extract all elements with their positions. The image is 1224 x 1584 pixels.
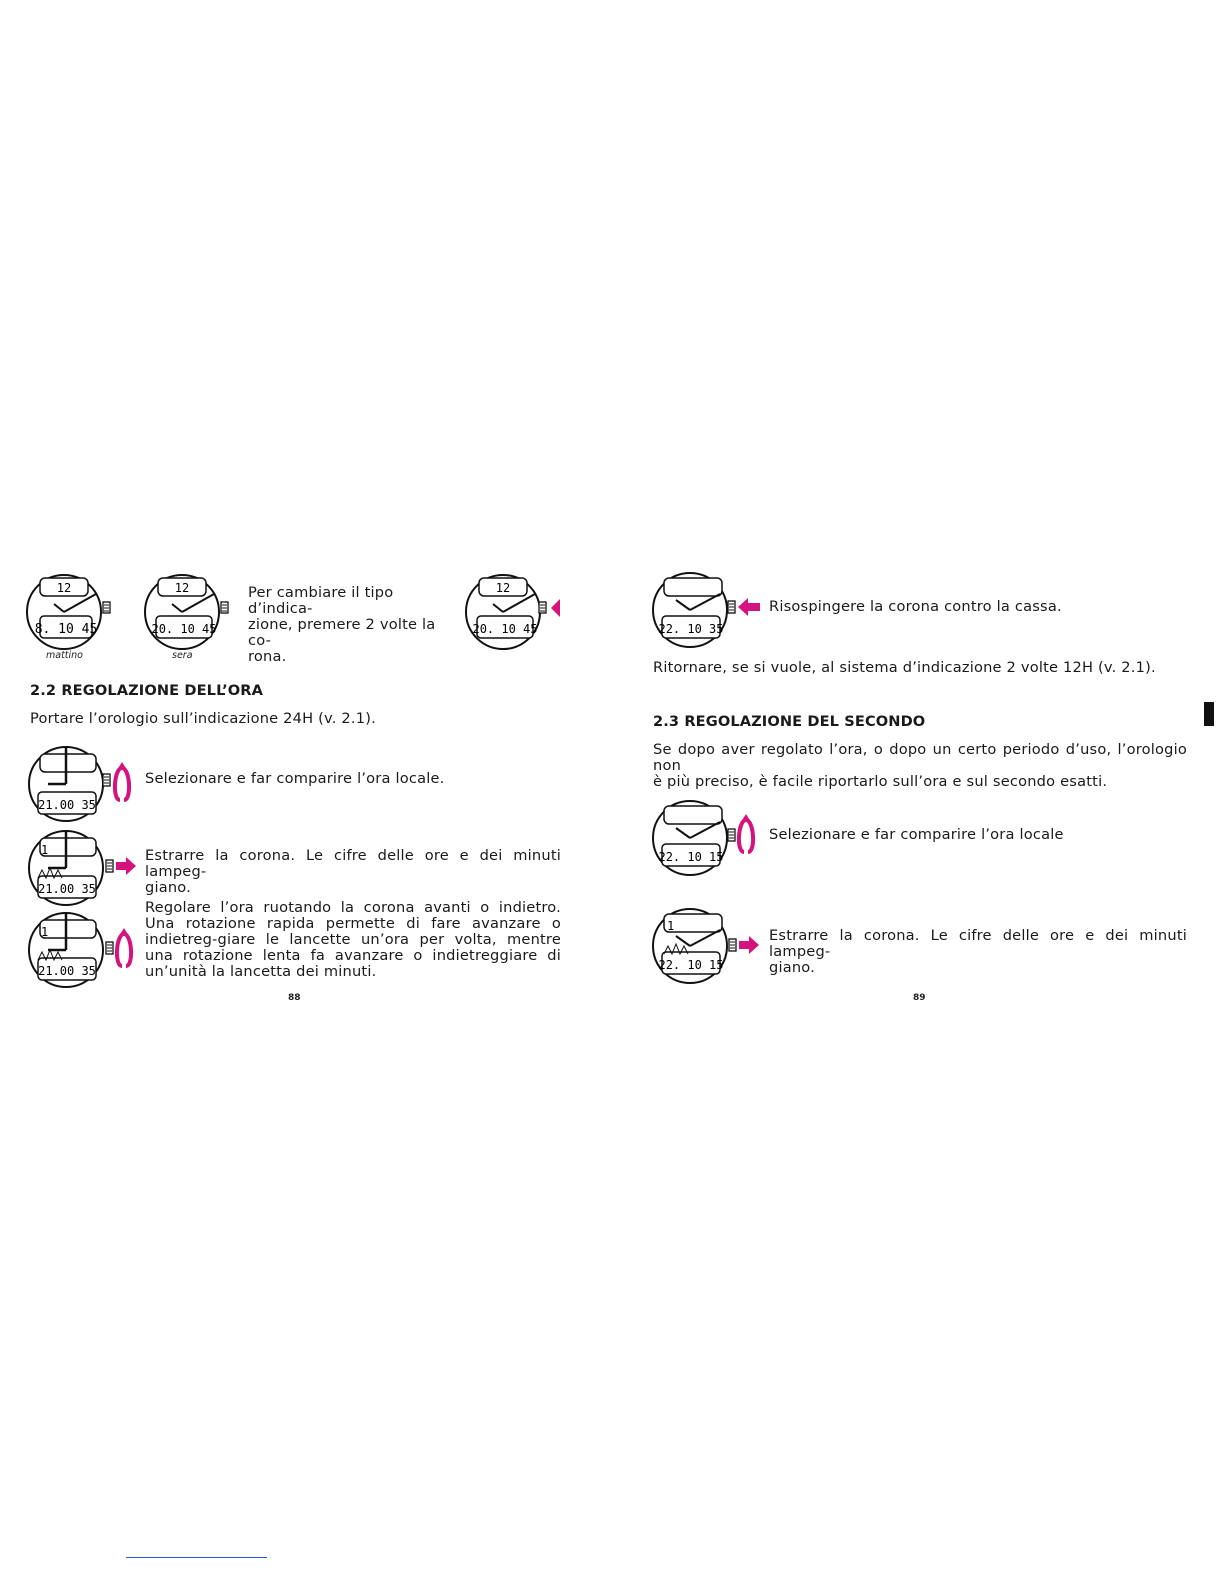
watch-illustration-evening bbox=[144, 570, 240, 654]
caption-evening: sera bbox=[172, 650, 193, 661]
return-text: Ritornare, se si vuole, al sistema d’indicazione 2 volte 12H (v. 2.1). bbox=[653, 659, 1156, 676]
watch-top-display: 1 bbox=[41, 925, 49, 939]
caption-morning: mattino bbox=[46, 650, 83, 661]
watch-top-display: 1 bbox=[41, 843, 49, 857]
step-text-pull-2: Estrarre la corona. Le cifre delle ore e dei minuti lampeg- giano. bbox=[769, 927, 1187, 976]
push-arrow-icon bbox=[551, 599, 560, 617]
watch-bottom-display: 21.00 35 bbox=[38, 964, 96, 978]
rotate-arrow-icon bbox=[115, 768, 129, 800]
watch-bottom-display: 22. 10 35 bbox=[658, 622, 724, 636]
page-edge-tab bbox=[1204, 702, 1214, 726]
step-text-select-2: Selezionare e far comparire l’ora locale bbox=[769, 826, 1064, 843]
watch-bottom-display: 8. 10 45 bbox=[34, 622, 98, 637]
watch-illustration-step4 bbox=[652, 800, 767, 884]
watch-top-display: 12 bbox=[174, 581, 190, 595]
watch-illustration-push bbox=[465, 570, 565, 654]
section-title-2-2: 2.2 REGOLAZIONE DELL’ORA bbox=[30, 682, 264, 699]
watch-bottom-display: 20. 10 45 bbox=[151, 622, 217, 636]
watch-illustration-pushback bbox=[652, 570, 767, 654]
watch-illustration-step2 bbox=[28, 828, 138, 912]
page-number-left: 88 bbox=[288, 993, 301, 1003]
step-text-pushback: Risospingere la corona contro la cassa. bbox=[769, 598, 1062, 615]
watch-bottom-display: 22. 10 15 bbox=[658, 958, 724, 972]
watch-top-display: 12 bbox=[56, 581, 72, 595]
section-intro-2-3: Se dopo aver regolato l’ora, o dopo un certo periodo d’uso, l’orologio non è più preciso, è facile riportarlo sull’ora e sul secondo esatti. bbox=[653, 741, 1187, 790]
watch-illustration-step5 bbox=[652, 908, 767, 992]
watch-top-display: 12 bbox=[495, 581, 511, 595]
watch-illustration-morning bbox=[26, 570, 122, 654]
watch-bottom-display: 21.00 35 bbox=[38, 882, 96, 896]
intro-text: Per cambiare il tipo d’indica- zione, premere 2 volte la co- rona. bbox=[248, 584, 436, 665]
section-intro-2-2: Portare l’orologio sull’indicazione 24H (v. 2.1). bbox=[30, 710, 376, 727]
watch-illustration-step3 bbox=[28, 910, 138, 994]
watch-bottom-display: 21.00 35 bbox=[38, 798, 96, 812]
step-text-pull: Estrarre la corona. Le cifre delle ore e dei minuti lampeg- giano. bbox=[145, 847, 561, 896]
rotate-arrow-icon bbox=[117, 934, 131, 966]
watch-top-display: 1 bbox=[667, 919, 675, 933]
watch-bottom-display: 20. 10 45 bbox=[472, 622, 538, 636]
pull-arrow-icon bbox=[116, 857, 136, 875]
page-number-right: 89 bbox=[913, 993, 926, 1003]
watch-illustration-step1 bbox=[28, 744, 138, 828]
step-text-select: Selezionare e far comparire l’ora locale. bbox=[145, 770, 445, 787]
rotate-arrow-icon bbox=[739, 820, 753, 852]
footer-link-underline bbox=[126, 1557, 267, 1558]
watch-bottom-display: 22. 10 15 bbox=[658, 850, 724, 864]
section-title-2-3: 2.3 REGOLAZIONE DEL SECONDO bbox=[653, 713, 926, 730]
step-text-rotate: Regolare l’ora ruotando la corona avanti o indietro. Una rotazione rapida permette di fare avanzare o indietreg-giare le lancette un’ora per volta, mentre una rotazione lenta fa avanzare o indietreggiare di un’unità la lancetta dei minuti. bbox=[145, 899, 561, 980]
pull-arrow-icon bbox=[739, 936, 759, 954]
push-arrow-icon bbox=[738, 598, 760, 616]
